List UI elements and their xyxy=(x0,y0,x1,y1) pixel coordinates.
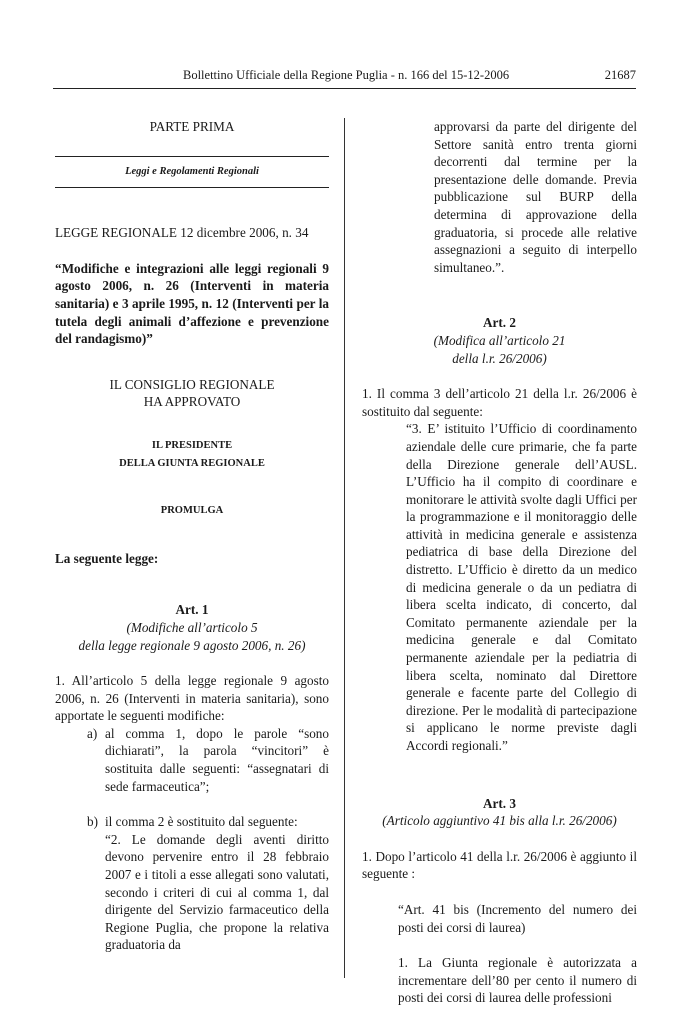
art1-item-b xyxy=(55,813,329,831)
art3-subtitle: (Articolo aggiuntivo 41 bis alla l.r. 26/2006) xyxy=(382,813,617,829)
art2-comma-1: 1. Il comma 3 dell’articolo 21 della l.r. 26/2006 è sostituito dal seguente: xyxy=(362,386,637,419)
item-b-quote: “2. Le domande degli aventi diritto devono pervenire entro il 28 febbraio 2007 e i titoli a esse allegati sono valutati, secondo i criteri di cui al comma 1, dal dirigente del Servizio farmaceutico della Regione Puglia, che propone la relativa graduatoria da xyxy=(105,831,329,953)
art3-quote-comma-1: 1. La Giunta regionale è autorizzata a incrementare dell’80 per cento il numero di posti dei corsi di laurea delle professioni xyxy=(398,955,637,1006)
art3-title: Art. 3 xyxy=(483,795,516,811)
part-heading: PARTE PRIMA xyxy=(149,119,235,134)
law-subject: “Modifiche e integrazioni alle leggi regionali 9 agosto 2006, n. 26 (Interventi in materia sanitaria) e 3 aprile 1995, n. 12 (Interventi per la tutela degli animali d’affezione e prevenzione del randagismo)” xyxy=(55,260,329,347)
item-a-label: a) xyxy=(87,725,98,741)
art2-subtitle-1: (Modifica all’articolo 21 xyxy=(433,332,566,348)
bulletin-title: Bollettino Ufficiale della Regione Puglia - n. 166 del 15-12-2006 xyxy=(183,68,510,82)
council-line-1: IL CONSIGLIO REGIONALE xyxy=(109,376,275,392)
art2-title: Art. 2 xyxy=(483,315,516,331)
page-number: 21687 xyxy=(604,68,636,82)
item-b-text: il comma 2 è sostituito dal seguente: xyxy=(105,814,298,830)
art1-comma-1: 1. All’articolo 5 della legge regionale 9 agosto 2006, n. 26 (Interventi in materia sanitaria), sono apportate le seguenti modifiche: xyxy=(55,673,329,724)
art2-quote: “3. E’ istituito l’Ufficio di coordinamento aziendale delle cure primarie, che fa parte della Direzione generale dell’AUSL. L’Ufficio ha il compito di coordinare e monitorare le attività svolte dagli Uffici per la programmazione e il monitoraggio delle attività in medicina generale e assistenza pediatrica di base della Direzione del distretto. L’Ufficio è diretto da un medico di medicina generale o da un pediatra di libera scelta indicato, di concerto, dal Comitato permanente aziendale per la medicina generale e dal Comitato permanente aziendale per la pediatria di libera scelta, nominato dal Direttore generale e facente parte del Collegio di direzione. Per le modalità di partecipazione si applicano le norme previste dagli Accordi regionali.” xyxy=(406,421,637,753)
art1-subtitle-2: della legge regionale 9 agosto 2006, n. 26) xyxy=(78,637,306,653)
left-column xyxy=(55,118,329,954)
art1-item-a xyxy=(55,725,329,795)
art1-title: Art. 1 xyxy=(175,602,209,618)
right-column xyxy=(362,118,637,1007)
president-line-2: DELLA GIUNTA REGIONALE xyxy=(119,457,265,469)
art2-subtitle-2: della l.r. 26/2006) xyxy=(452,350,547,366)
item-a-text: al comma 1, dopo le parole “sono dichiarati”, la parola “vincitori” è sostituita dalle seguenti: “assegnatari di sede farmaceutica”; xyxy=(105,725,329,794)
art1-quote-continued: approvarsi da parte del dirigente del Settore sanità entro trenta giorni decorrenti dal termine per la presentazione delle domande. Previa pubblicazione sul BURP della determina di approvazione della graduatoria, si procede alle relative assegnazioni a seguito di interpello simultaneo.”. xyxy=(434,119,637,275)
page-header xyxy=(53,68,636,89)
promulga: PROMULGA xyxy=(160,505,224,517)
item-b-label: b) xyxy=(87,814,98,830)
section-heading: Leggi e Regolamenti Regionali xyxy=(55,156,329,189)
council-line-2: HA APPROVATO xyxy=(143,394,241,410)
president-line-1: IL PRESIDENTE xyxy=(151,439,233,451)
art1-subtitle-1: (Modifiche all’articolo 5 xyxy=(126,619,258,635)
art3-comma-1: 1. Dopo l’articolo 41 della l.r. 26/2006 è aggiunto il seguente : xyxy=(362,848,637,882)
intro-line: La seguente legge: xyxy=(55,550,159,566)
law-title: LEGGE REGIONALE 12 dicembre 2006, n. 34 xyxy=(55,225,309,241)
column-divider xyxy=(344,118,345,978)
art3-quote-title: “Art. 41 bis (Incremento del numero dei posti dei corsi di laurea) xyxy=(398,901,637,935)
